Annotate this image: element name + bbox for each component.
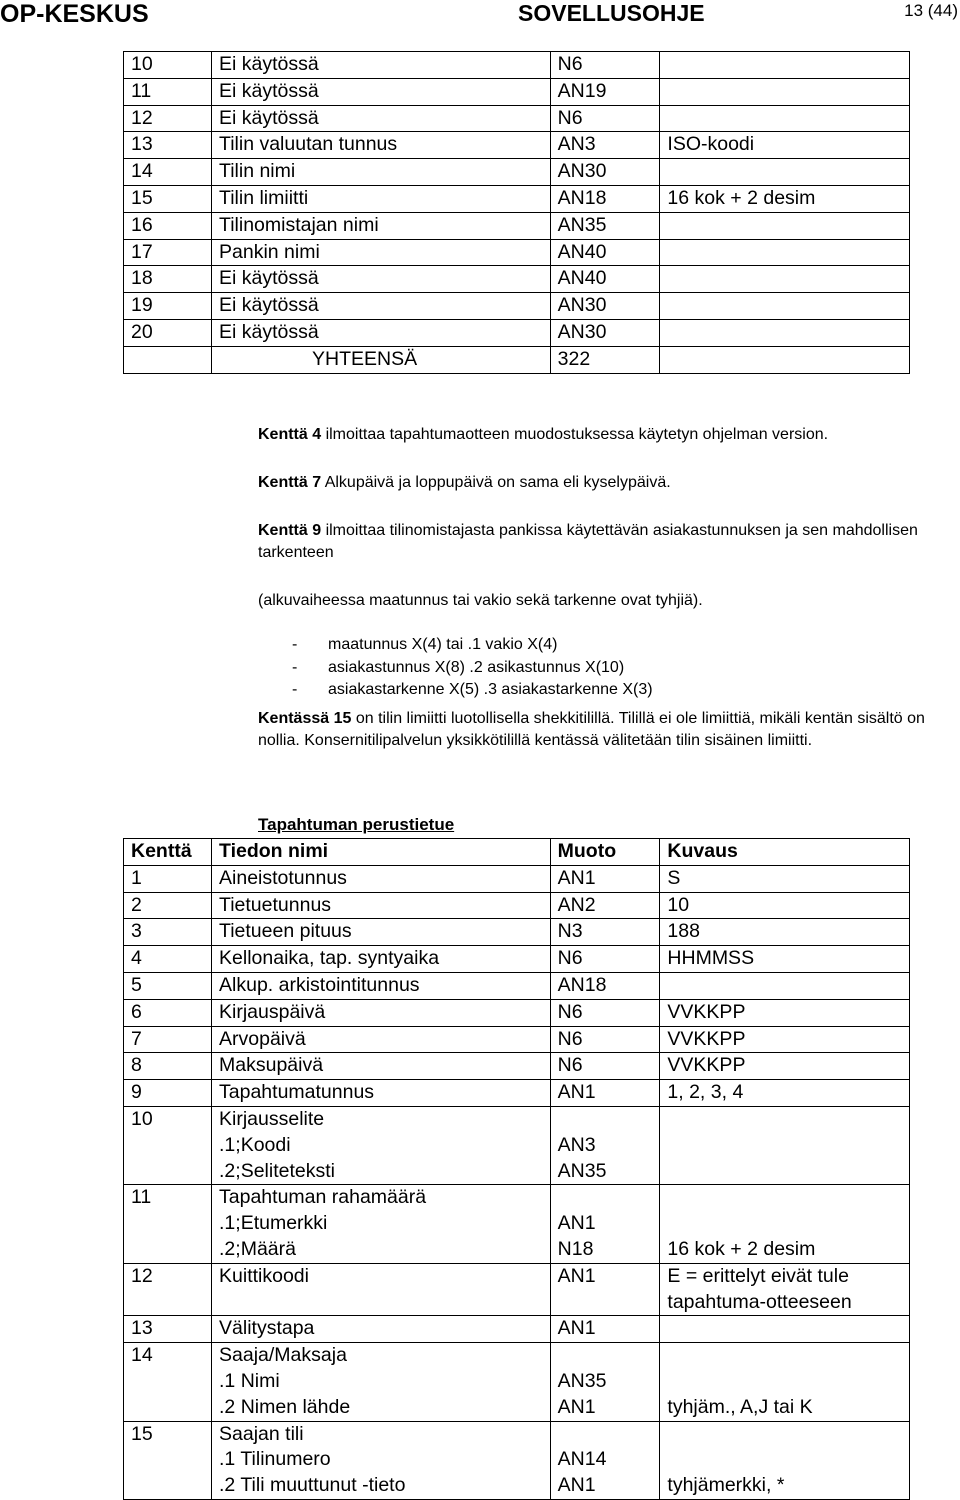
field-name — [212, 919, 551, 946]
field-name: Tilin nimi — [212, 159, 551, 186]
field-description: ISO-koodi — [660, 132, 910, 159]
transaction-record-table — [123, 838, 910, 1500]
cell-line — [131, 1133, 211, 1159]
field-format: AN19 — [550, 78, 660, 105]
table-row — [124, 1053, 910, 1080]
field-format — [550, 972, 660, 999]
cell-line: VVKKPP — [667, 1027, 746, 1050]
cell-line: Saajan tili — [219, 1422, 304, 1445]
cell-line — [667, 1447, 909, 1473]
field-format: AN30 — [550, 293, 660, 320]
field-format — [550, 1316, 660, 1343]
cell-line: .1 Nimi — [219, 1369, 280, 1392]
cell-line: VVKKPP — [667, 1054, 746, 1077]
table-row — [124, 52, 910, 79]
column-header: Tiedon nimi — [212, 839, 551, 866]
field-description: 16 kok + 2 desim — [660, 185, 910, 212]
cell-line: 16 kok + 2 desim — [667, 1237, 816, 1260]
field-number: 11 — [124, 78, 212, 105]
field-number — [124, 1316, 212, 1343]
note-field-4 — [258, 424, 828, 446]
field-description — [660, 1343, 910, 1421]
table-row — [124, 1316, 910, 1343]
field-name: Ei käytössä — [212, 52, 551, 79]
field-name — [212, 1263, 551, 1316]
cell-line — [667, 973, 909, 999]
field-description — [660, 1421, 910, 1499]
total-value: 322 — [550, 346, 660, 373]
table-row — [124, 159, 910, 186]
field-description — [660, 999, 910, 1026]
field-format — [550, 1080, 660, 1107]
cell-line: N18 — [557, 1237, 594, 1260]
table-row — [124, 78, 910, 105]
field-description — [660, 1263, 910, 1316]
field-description — [660, 52, 910, 79]
cell-line: AN1 — [557, 1264, 596, 1287]
field-description — [660, 78, 910, 105]
field-number: 19 — [124, 293, 212, 320]
field-name — [212, 865, 551, 892]
field-number — [124, 919, 212, 946]
cell-line: .1 Tilinumero — [219, 1448, 331, 1471]
field-format — [550, 1026, 660, 1053]
cell-line: N6 — [557, 1054, 583, 1077]
column-header: Kuvaus — [660, 839, 910, 866]
field-number — [124, 1263, 212, 1316]
column-header: Muoto — [550, 839, 660, 866]
table-row — [124, 185, 910, 212]
field-description — [660, 319, 910, 346]
list-item: - asiakastarkenne X(5) .3 asiakastarkenne X(3) — [292, 681, 653, 698]
cell-line: 5 — [131, 973, 142, 996]
table-row — [124, 1343, 910, 1421]
field-number: 10 — [124, 52, 212, 79]
note-label: Kenttä 7 — [258, 474, 322, 491]
cell-line: 11 — [131, 1186, 152, 1209]
field-description — [660, 1316, 910, 1343]
field-name — [212, 1185, 551, 1263]
cell-line: 3 — [131, 920, 142, 943]
cell-line: Aineistotunnus — [219, 866, 347, 889]
field-name — [212, 1343, 551, 1421]
cell-line: AN1 — [557, 1212, 596, 1235]
cell-line: Kuittikoodi — [219, 1264, 309, 1287]
table-row — [124, 1026, 910, 1053]
field-description — [660, 105, 910, 132]
field-name: Tilin limiitti — [212, 185, 551, 212]
total-row — [124, 346, 910, 373]
record-fields-table — [123, 51, 910, 374]
field-name — [212, 1316, 551, 1343]
field-format: AN30 — [550, 319, 660, 346]
cell-line — [667, 1211, 909, 1237]
cell-line: AN1 — [557, 1474, 596, 1497]
cell-line: 6 — [131, 1000, 142, 1023]
field-format — [550, 999, 660, 1026]
cell-line: tyhjämerkki, * — [667, 1474, 785, 1497]
cell-line: 7 — [131, 1027, 142, 1050]
note-text: on tilin limiitti luotollisella shekkitilillä. Tilillä ei ole limiittiä, mikäli kentän sisältö on nollia. Konsernitilipalvelun yksikkötilillä kentässä välitetään tilin sisäinen limiitti. — [258, 710, 925, 749]
cell-line — [131, 1237, 211, 1263]
table-row — [124, 293, 910, 320]
cell-line: Välitystapa — [219, 1317, 315, 1340]
table-row — [124, 1080, 910, 1107]
company-name: OP-KESKUS — [0, 0, 149, 28]
field-name — [212, 972, 551, 999]
page-header — [0, 0, 960, 30]
field-number: 12 — [124, 105, 212, 132]
cell-line — [558, 1343, 660, 1369]
table-row — [124, 212, 910, 239]
cell-line — [667, 1159, 909, 1185]
table-row — [124, 132, 910, 159]
list-item: - maatunnus X(4) tai .1 vakio X(4) — [292, 636, 558, 653]
field-format — [550, 1263, 660, 1316]
field-name — [212, 1080, 551, 1107]
cell-line — [667, 1369, 909, 1395]
field-number: 16 — [124, 212, 212, 239]
cell-line — [667, 1185, 909, 1211]
cell-line — [667, 1107, 909, 1133]
cell-line: tapahtuma-otteeseen — [667, 1290, 852, 1313]
cell-line: 15 — [131, 1422, 153, 1445]
field-format — [550, 892, 660, 919]
note-field-15 — [258, 708, 958, 752]
field-format — [550, 1053, 660, 1080]
field-number: 13 — [124, 132, 212, 159]
field-name: Ei käytössä — [212, 105, 551, 132]
cell-line — [131, 1395, 211, 1421]
field-description — [660, 1106, 910, 1184]
page-number: 13 (44) — [904, 1, 958, 20]
cell-line: Tietueen pituus — [219, 920, 352, 943]
field-format: AN40 — [550, 266, 660, 293]
table-row — [124, 972, 910, 999]
field-name: Ei käytössä — [212, 78, 551, 105]
cell-line: N6 — [557, 1027, 583, 1050]
cell-line: N6 — [557, 947, 583, 970]
field-description — [660, 865, 910, 892]
cell-line — [131, 1473, 211, 1499]
field-name — [212, 1053, 551, 1080]
cell-line — [558, 1185, 660, 1211]
cell-line: .2;Seliteteksti — [219, 1159, 335, 1182]
cell-line — [131, 1211, 211, 1237]
bullet-text: asiakastunnus X(8) .2 asikastunnus X(10) — [328, 658, 625, 676]
field-format — [550, 1106, 660, 1184]
cell-line — [667, 1133, 909, 1159]
field-description — [660, 159, 910, 186]
field-description — [660, 1053, 910, 1080]
field-number — [124, 946, 212, 973]
cell-line: Saaja/Maksaja — [219, 1344, 347, 1367]
field-number — [124, 1421, 212, 1499]
field-number — [124, 1080, 212, 1107]
field-name — [212, 1421, 551, 1499]
cell-line — [667, 1316, 909, 1342]
field-description — [660, 1185, 910, 1263]
table-row — [124, 865, 910, 892]
cell-line: .2 Tili muuttunut -tieto — [219, 1474, 406, 1497]
cell-line — [131, 1447, 211, 1473]
document-title: SOVELLUSOHJE — [518, 0, 705, 26]
field-format: AN3 — [550, 132, 660, 159]
field-name — [212, 999, 551, 1026]
cell-line: HHMMSS — [667, 947, 755, 970]
field-format — [550, 1343, 660, 1421]
field-name: Ei käytössä — [212, 319, 551, 346]
cell-line: 10 — [131, 1107, 153, 1130]
header-row — [124, 839, 910, 866]
field-number — [124, 999, 212, 1026]
field-description — [660, 266, 910, 293]
cell-line: AN2 — [557, 893, 596, 916]
table-row — [124, 1421, 910, 1499]
cell-line — [558, 1422, 660, 1448]
note-initial-phase: (alkuvaiheessa maatunnus tai vakio sekä tarkenne ovat tyhjiä). — [258, 592, 703, 609]
field-name: Ei käytössä — [212, 266, 551, 293]
field-description — [660, 919, 910, 946]
cell-line: 1, 2, 3, 4 — [667, 1081, 744, 1104]
note-field-7 — [258, 472, 671, 494]
cell-line — [131, 1290, 211, 1316]
cell-line: N3 — [557, 920, 583, 943]
cell-line: Tapahtumatunnus — [219, 1081, 375, 1104]
note-text: ilmoittaa tapahtumaotteen muodostuksessa käytetyn ohjelman version. — [321, 426, 829, 443]
table-row — [124, 239, 910, 266]
cell-line: Alkup. arkistointitunnus — [219, 973, 420, 996]
field-number: 14 — [124, 159, 212, 186]
note-field-9 — [258, 520, 958, 564]
field-number: 17 — [124, 239, 212, 266]
total-label: YHTEENSÄ — [212, 346, 551, 373]
cell-line — [667, 1422, 909, 1448]
field-name: Tilin valuutan tunnus — [212, 132, 551, 159]
field-number — [124, 1026, 212, 1053]
cell-line: 2 — [131, 893, 142, 916]
cell-line: 12 — [131, 1264, 153, 1287]
note-label: Kentässä 15 — [258, 710, 352, 727]
field-format — [550, 946, 660, 973]
field-number — [124, 865, 212, 892]
cell-line: AN3 — [557, 1133, 596, 1156]
cell-line: AN1 — [557, 1081, 596, 1104]
cell-line: Kirjausselite — [219, 1107, 325, 1130]
field-number: 20 — [124, 319, 212, 346]
cell-line: 10 — [667, 893, 690, 916]
field-format: N6 — [550, 105, 660, 132]
table-row — [124, 999, 910, 1026]
field-format — [550, 919, 660, 946]
note-text: Alkupäivä ja loppupäivä on sama eli kyselypäivä. — [321, 474, 671, 491]
field-number — [124, 1185, 212, 1263]
field-description — [660, 293, 910, 320]
cell-line: 1 — [131, 866, 142, 889]
cell-line — [131, 1369, 211, 1395]
table-row — [124, 319, 910, 346]
cell-line: Kirjauspäivä — [219, 1000, 326, 1023]
cell-line: AN1 — [557, 1395, 596, 1418]
cell-line: 9 — [131, 1081, 142, 1104]
list-item: - asiakastunnus X(8) .2 asikastunnus X(10) — [292, 658, 625, 676]
cell-line: AN1 — [557, 866, 596, 889]
field-name: Pankin nimi — [212, 239, 551, 266]
cell-line: tyhjäm., A,J tai K — [667, 1395, 813, 1418]
cell-line: 4 — [131, 947, 142, 970]
field-description — [660, 1080, 910, 1107]
section-title: Tapahtuman perustietue — [258, 815, 455, 834]
note-label: Kenttä 4 — [258, 426, 322, 443]
bullet-list — [292, 634, 653, 702]
field-name — [212, 1026, 551, 1053]
cell-line: E = erittelyt eivät tule — [667, 1264, 849, 1287]
field-format: AN40 — [550, 239, 660, 266]
field-number — [124, 892, 212, 919]
field-format: AN35 — [550, 212, 660, 239]
field-number — [124, 1343, 212, 1421]
field-number — [124, 1106, 212, 1184]
field-number: 15 — [124, 185, 212, 212]
cell-line: 188 — [667, 920, 700, 943]
cell-line — [131, 1159, 211, 1185]
field-number — [124, 1053, 212, 1080]
field-number — [124, 972, 212, 999]
field-description — [660, 239, 910, 266]
field-format — [550, 1421, 660, 1499]
table-row — [124, 1185, 910, 1263]
cell-line: 13 — [131, 1317, 153, 1340]
cell-line — [558, 1107, 660, 1133]
field-number: 18 — [124, 266, 212, 293]
field-format: AN18 — [550, 185, 660, 212]
cell-line — [219, 1290, 550, 1316]
field-format — [550, 865, 660, 892]
table-row — [124, 919, 910, 946]
cell-line: .1;Etumerkki — [219, 1212, 328, 1235]
cell-line: N6 — [557, 1000, 583, 1023]
cell-line: Tapahtuman rahamäärä — [219, 1186, 427, 1209]
bullet-text: maatunnus X(4) tai .1 vakio X(4) — [328, 636, 558, 653]
cell-line: Tietuetunnus — [219, 893, 332, 916]
table-row — [124, 105, 910, 132]
field-format: N6 — [550, 52, 660, 79]
table-row — [124, 946, 910, 973]
cell-line: Arvopäivä — [219, 1027, 306, 1050]
note-text: ilmoittaa tilinomistajasta pankissa käytettävän asiakastunnuksen ja sen mahdollisen tarkenteen — [258, 522, 918, 561]
cell-line: AN35 — [557, 1369, 607, 1392]
cell-line: 14 — [131, 1344, 153, 1367]
field-name — [212, 946, 551, 973]
cell-line: 8 — [131, 1054, 142, 1077]
field-name — [212, 1106, 551, 1184]
cell-line: S — [667, 866, 681, 889]
field-description — [660, 946, 910, 973]
total-empty — [124, 346, 212, 373]
bullet-text: asiakastarkenne X(5) .3 asiakastarkenne X(3) — [328, 681, 653, 698]
cell-line: .2 Nimen lähde — [219, 1395, 351, 1418]
table-row — [124, 892, 910, 919]
cell-line: AN14 — [557, 1448, 607, 1471]
cell-line: Kellonaika, tap. syntyaika — [219, 947, 440, 970]
cell-line: VVKKPP — [667, 1000, 746, 1023]
cell-line: AN18 — [557, 973, 607, 996]
cell-line — [558, 1290, 660, 1316]
cell-line: .2;Määrä — [219, 1237, 296, 1260]
field-description — [660, 212, 910, 239]
cell-line: Maksupäivä — [219, 1054, 324, 1077]
field-name: Ei käytössä — [212, 293, 551, 320]
field-description — [660, 972, 910, 999]
field-name — [212, 892, 551, 919]
note-label: Kenttä 9 — [258, 522, 322, 539]
cell-line: .1;Koodi — [219, 1133, 291, 1156]
field-description — [660, 892, 910, 919]
table-row — [124, 266, 910, 293]
table-row — [124, 1263, 910, 1316]
field-description — [660, 1026, 910, 1053]
field-name: Tilinomistajan nimi — [212, 212, 551, 239]
table-row — [124, 1106, 910, 1184]
field-format — [550, 1185, 660, 1263]
cell-line: AN35 — [557, 1159, 607, 1182]
cell-line — [667, 1343, 909, 1369]
cell-line: AN1 — [557, 1317, 596, 1340]
column-header: Kenttä — [124, 839, 212, 866]
field-format: AN30 — [550, 159, 660, 186]
total-description — [660, 346, 910, 373]
